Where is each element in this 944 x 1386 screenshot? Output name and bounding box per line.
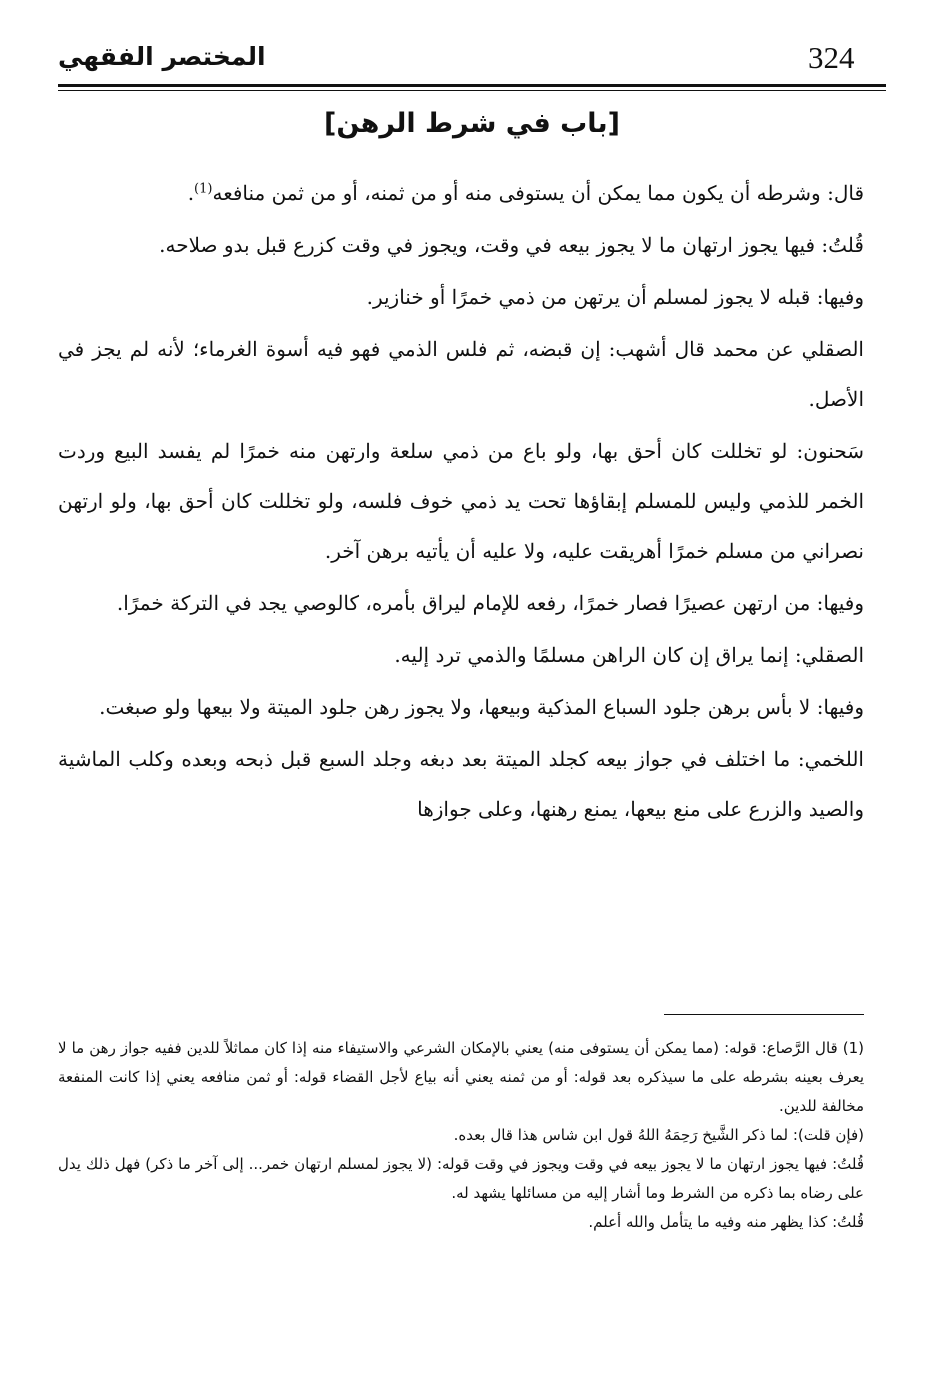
footnote: (فإن قلت): لما ذكر الشَّيخ رَحِمَهُ اللهُ قول ابن شاس هذا قال بعده. — [453, 1126, 864, 1144]
footnote: (1) قال الرَّصاع: قوله: (مما يمكن أن يستوفى منه) يعني بالإمكان الشرعي والاستيفاء منه إذا كان مماثلاً للدين ففيه جواز رهن ما لا يعرف بعينه بشرطه على ما سيذكره بعد قوله: أو من ثمنه يعني أنه بياع لأجل القضاء قوله: أو ثمن منافعه يعني إذا كانت المنفعة مخالفة للدين. — [58, 1039, 864, 1115]
page-header — [58, 40, 886, 88]
paragraph-end: . — [187, 181, 195, 205]
footnote: قُلتُ: فيها يجوز ارتهان ما لا يجوز بيعه في وقت ويجوز في وقت قوله: (لا يجوز لمسلم ارتهان خمر... إلى آخر ما ذكر) فهل ذلك يدل على رضاه بما ذكره من الشرط وما أشار إليه من مسائلها يشهد له. — [58, 1155, 864, 1202]
footnote-separator — [664, 1014, 864, 1015]
paragraph-text: قال: وشرطه أن يكون مما يمكن أن يستوفى منه أو من ثمنه، أو من ثمن منافعه — [212, 181, 864, 205]
paragraph: اللخمي: ما اختلف في جواز بيعه كجلد الميتة بعد دبغه وجلد السبع قبل ذبحه وبعده وكلب الماشية والصيد والزرع على منع بيعها، يمنع رهنها، وعلى جوازها — [58, 747, 864, 821]
paragraph: سَحنون: لو تخللت كان أحق بها، ولو باع من ذمي سلعة وارتهن منه خمرًا لم يفسد البيع وردت الخمر للذمي وليس للمسلم إبقاؤها تحت يد ذمي خوف فلسه، ولو تخللت كان أحق بها، ولو ارتهن نصراني من مسلم خمرًا أهريقت عليه، ولا عليه أن يأتيه برهن آخر. — [58, 439, 864, 563]
paragraph — [58, 168, 864, 218]
header-rule — [58, 84, 886, 87]
paragraph: قُلتُ: فيها يجوز ارتهان ما لا يجوز بيعه في وقت، ويجوز في وقت كزرع قبل بدو صلاحه. — [159, 233, 864, 257]
page-number: 324 — [808, 40, 855, 75]
footnote: قُلتُ: كذا يظهر منه وفيه ما يتأمل والله أعلم. — [588, 1213, 864, 1231]
footnote-ref: (1) — [194, 181, 213, 197]
paragraph: وفيها: قبله لا يجوز لمسلم أن يرتهن من ذمي خمرًا أو خنازير. — [366, 285, 864, 309]
footnotes — [58, 1034, 864, 1237]
body-text — [58, 168, 864, 836]
running-title: المختصر الفقهي — [58, 42, 266, 71]
paragraph: وفيها: لا بأس برهن جلود السباع المذكية وبيعها، ولا يجوز رهن جلود الميتة ولا بيعها ولو صبغت. — [99, 695, 864, 719]
paragraph: وفيها: من ارتهن عصيرًا فصار خمرًا، رفعه للإمام ليراق بأمره، كالوصي يجد في التركة خمرًا. — [116, 591, 864, 615]
header-rule-thin — [58, 90, 886, 91]
paragraph: الصقلي عن محمد قال أشهب: إن قبضه، ثم فلس الذمي فهو فيه أسوة الغرماء؛ لأنه لم يجز في الأصل. — [58, 337, 864, 411]
paragraph: الصقلي: إنما يراق إن كان الراهن مسلمًا والذمي ترد إليه. — [394, 643, 864, 667]
chapter-title: [باب في شرط الرهن] — [324, 108, 620, 139]
